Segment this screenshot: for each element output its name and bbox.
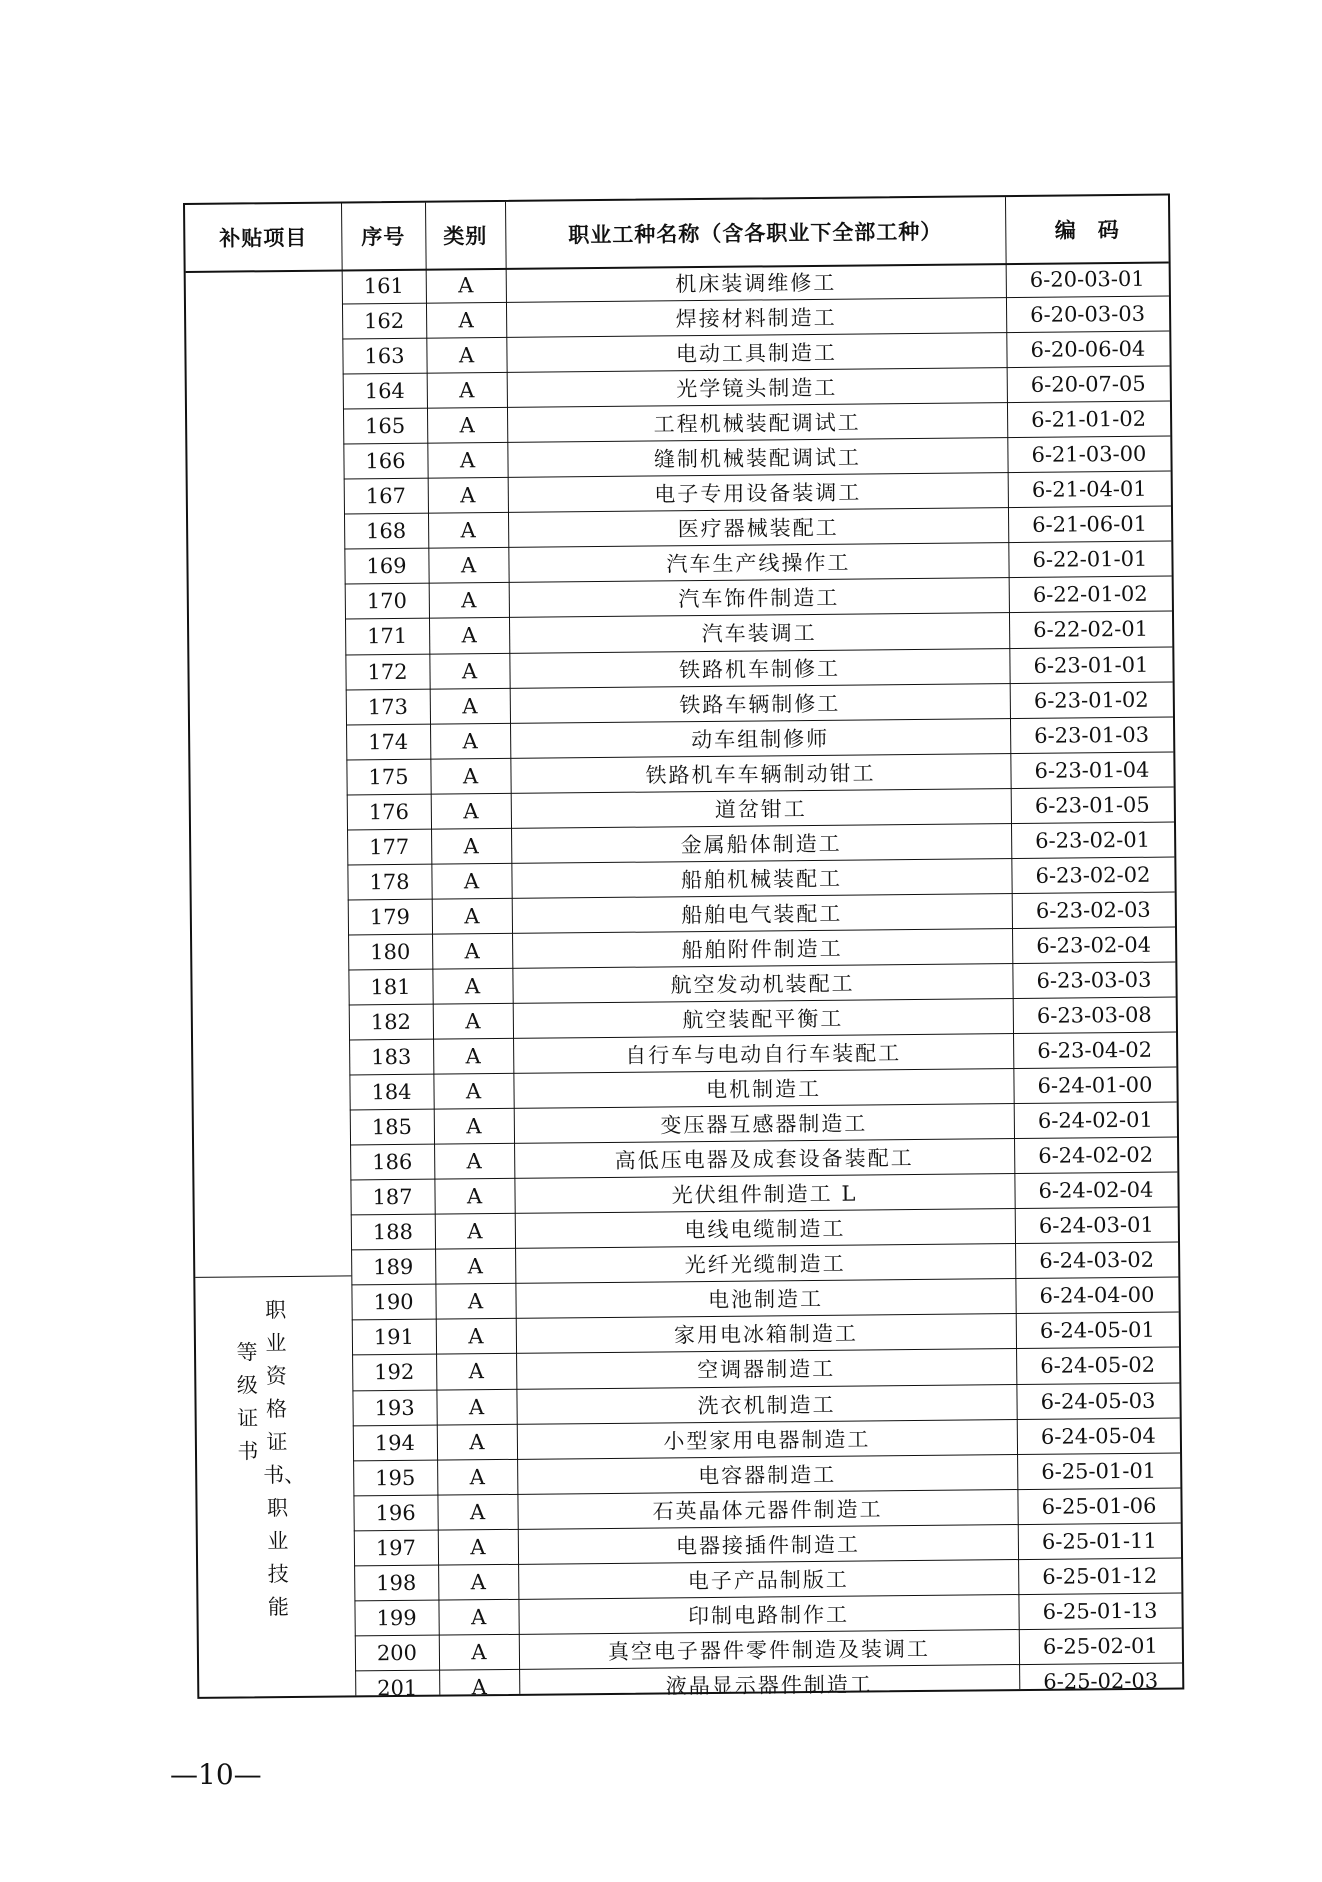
row-seq: 200 (376, 1640, 418, 1666)
row-occupation-name: 铁路机车制修工 (678, 656, 841, 682)
row-seq: 179 (369, 904, 411, 930)
row-category: A (463, 833, 479, 859)
row-seq: 169 (366, 554, 407, 579)
row-occupation-name: 船舶电气装配工 (681, 901, 843, 928)
row-code: 6-25-02-03 (1043, 1669, 1159, 1695)
row-category: A (459, 413, 475, 438)
row-category: A (458, 273, 474, 298)
row-category: A (466, 1149, 482, 1174)
row-code: 6-24-03-02 (1039, 1248, 1155, 1274)
row-code: 6-25-02-01 (1042, 1633, 1158, 1659)
row-category: A (463, 798, 479, 824)
row-category: A (465, 1044, 481, 1069)
row-seq: 174 (368, 729, 409, 754)
row-category: A (471, 1675, 487, 1700)
row-occupation-name: 电机制造工 (705, 1077, 822, 1103)
row-category: A (468, 1359, 484, 1384)
row-code: 6-24-04-00 (1039, 1283, 1155, 1309)
row-category: A (459, 378, 475, 403)
row-seq: 167 (365, 484, 406, 509)
row-category: A (462, 763, 479, 789)
row-occupation-name: 石英晶体元器件制造工 (652, 1497, 883, 1524)
row-category: A (463, 869, 480, 894)
row-occupation-name: 金属船体制造工 (680, 831, 842, 858)
row-code: 6-20-03-03 (1030, 301, 1146, 327)
row-category: A (469, 1499, 486, 1524)
row-seq: 172 (367, 659, 408, 684)
row-seq: 182 (370, 1009, 412, 1035)
row-occupation-name: 洗衣机制造工 (697, 1392, 836, 1418)
row-code: 6-21-04-01 (1031, 477, 1147, 503)
row-seq: 186 (372, 1150, 413, 1175)
row-category: A (464, 939, 480, 964)
row-code: 6-23-02-01 (1035, 827, 1151, 853)
row-category: A (465, 1079, 482, 1104)
row-seq: 171 (367, 624, 408, 649)
row-code: 6-23-01-05 (1034, 792, 1150, 818)
row-code: 6-22-02-01 (1033, 617, 1149, 643)
row-seq: 191 (373, 1325, 415, 1350)
page-number: —10— (170, 1758, 262, 1791)
row-code: 6-24-05-01 (1039, 1318, 1155, 1344)
row-code: 6-24-05-03 (1040, 1388, 1156, 1414)
row-category: A (469, 1464, 485, 1489)
row-seq: 181 (370, 974, 411, 1000)
row-occupation-name: 汽车生产线操作工 (666, 551, 851, 577)
row-code: 6-23-02-03 (1035, 897, 1151, 923)
row-seq: 198 (376, 1570, 417, 1595)
row-code: 6-20-06-04 (1030, 336, 1146, 362)
row-seq: 163 (364, 343, 405, 369)
row-occupation-name: 印制电路制作工 (687, 1602, 850, 1629)
row-code: 6-23-02-04 (1036, 932, 1152, 958)
row-occupation-name: 电子产品制版工 (687, 1567, 849, 1593)
row-code: 6-23-03-08 (1036, 1002, 1152, 1028)
row-category: A (464, 904, 480, 929)
table-body (342, 262, 1183, 1701)
header-seq: 序号 (361, 224, 406, 250)
row-code: 6-25-01-01 (1041, 1458, 1157, 1484)
row-category: A (466, 1114, 482, 1139)
row-occupation-name: 汽车饰件制造工 (678, 586, 840, 612)
row-occupation-name: 电子专用设备装调工 (654, 480, 862, 507)
row-seq: 170 (366, 589, 407, 614)
row-occupation-name: 真空电子器件零件制造及装调工 (607, 1636, 931, 1664)
row-seq: 189 (373, 1255, 414, 1280)
row-category: A (471, 1639, 487, 1665)
row-seq: 180 (370, 939, 411, 965)
row-seq: 178 (369, 869, 410, 895)
row-code: 6-23-01-01 (1033, 652, 1149, 678)
row-category: A (468, 1394, 485, 1419)
row-seq: 165 (364, 414, 406, 439)
row-occupation-name: 汽车装调工 (701, 621, 817, 647)
row-seq: 162 (363, 308, 405, 334)
row-occupation-name: 铁路机车车辆制动钳工 (645, 761, 876, 788)
row-occupation-name: 家用电冰箱制造工 (673, 1321, 859, 1348)
row-seq: 166 (365, 449, 406, 474)
row-category: A (470, 1569, 486, 1595)
table-row (355, 1663, 1182, 1706)
row-occupation-name: 电动工具制造工 (675, 340, 838, 367)
row-code: 6-23-03-03 (1036, 967, 1152, 993)
row-code: 6-25-01-11 (1041, 1528, 1157, 1554)
row-occupation-name: 航空发动机装配工 (670, 971, 855, 998)
row-category: A (460, 483, 476, 508)
row-category: A (468, 1324, 484, 1349)
row-code: 6-21-03-00 (1031, 442, 1147, 468)
row-category: A (467, 1219, 483, 1244)
row-seq: 192 (374, 1360, 415, 1385)
row-code: 6-24-05-04 (1040, 1423, 1156, 1449)
row-occupation-name: 机床装调维修工 (675, 270, 837, 297)
row-seq: 201 (377, 1676, 418, 1701)
row-code: 6-21-06-01 (1032, 512, 1148, 538)
row-category: A (464, 974, 481, 999)
row-seq: 196 (375, 1500, 416, 1525)
occupation-table (183, 194, 1184, 1699)
row-occupation-name: 航空装配平衡工 (682, 1006, 844, 1033)
row-code: 6-25-01-13 (1042, 1598, 1158, 1624)
table-header (185, 196, 1169, 273)
row-occupation-name: 光伏组件制造工 L (671, 1181, 858, 1208)
row-seq: 190 (373, 1290, 414, 1315)
row-code: 6-20-03-01 (1029, 266, 1145, 292)
row-code: 6-24-05-02 (1040, 1353, 1156, 1379)
row-category: A (467, 1289, 484, 1314)
row-seq: 185 (371, 1114, 413, 1140)
row-seq: 183 (371, 1044, 412, 1070)
row-occupation-name: 电器接插件制造工 (675, 1532, 861, 1559)
row-occupation-name: 工程机械装配调试工 (653, 410, 861, 437)
row-code: 6-25-01-12 (1042, 1563, 1158, 1589)
row-category: A (467, 1254, 483, 1279)
row-occupation-name: 铁路车辆制修工 (679, 691, 841, 717)
row-category: A (461, 623, 477, 648)
row-category: A (470, 1534, 486, 1560)
row-code: 6-24-02-02 (1038, 1142, 1154, 1169)
row-code: 6-23-01-04 (1034, 757, 1150, 783)
row-occupation-name: 光纤光缆制造工 (684, 1252, 846, 1278)
header-subsidy: 补贴项目 (219, 225, 308, 251)
row-occupation-name: 空调器制造工 (697, 1357, 836, 1383)
row-seq: 187 (372, 1185, 413, 1210)
row-code: 6-23-02-02 (1035, 862, 1151, 888)
row-seq: 173 (367, 694, 409, 719)
row-seq: 177 (369, 834, 410, 860)
row-category: A (462, 693, 478, 718)
row-category: A (461, 658, 478, 683)
row-code: 6-24-02-01 (1037, 1107, 1153, 1133)
row-code: 6-22-01-01 (1032, 547, 1148, 573)
row-occupation-name: 变压器互感器制造工 (660, 1111, 868, 1138)
row-seq: 164 (364, 379, 405, 404)
row-occupation-name: 船舶机械装配工 (680, 866, 843, 893)
header-code: 编码 (1054, 217, 1141, 243)
row-occupation-name: 高低压电器及成套设备装配工 (614, 1146, 914, 1174)
row-code: 6-24-01-00 (1037, 1072, 1153, 1098)
row-code: 6-24-03-01 (1038, 1213, 1154, 1239)
row-seq: 193 (374, 1395, 415, 1420)
row-seq: 175 (368, 764, 409, 789)
header-name: 职业工种名称（含各职业下全部工种） (568, 219, 943, 248)
row-occupation-name: 医疗器械装配工 (677, 516, 839, 542)
row-category: A (462, 728, 478, 753)
row-code: 6-25-01-06 (1041, 1493, 1157, 1519)
row-seq: 194 (374, 1430, 416, 1455)
row-code: 6-24-02-04 (1038, 1177, 1154, 1204)
row-category: A (458, 308, 474, 333)
row-occupation-name: 动车组制修师 (691, 726, 830, 752)
row-occupation-name: 液晶显示器件制造工 (665, 1672, 873, 1699)
row-seq: 184 (371, 1079, 412, 1105)
row-category: A (466, 1184, 483, 1209)
row-seq: 161 (363, 273, 404, 299)
row-occupation-name: 缝制机械装配调试工 (653, 445, 862, 472)
row-code: 6-21-01-02 (1031, 406, 1147, 433)
row-category: A (460, 518, 476, 543)
row-occupation-name: 电池制造工 (707, 1287, 824, 1313)
row-seq: 168 (366, 519, 407, 544)
row-category: A (460, 553, 477, 578)
row-occupation-name: 电容器制造工 (698, 1462, 837, 1488)
row-seq: 176 (368, 799, 410, 824)
row-occupation-name: 船舶附件制造工 (681, 936, 843, 963)
subsidy-label-column-1: 职业资格证书、职业技能 (263, 1298, 306, 1620)
row-category: A (465, 1009, 481, 1034)
row-code: 6-23-01-03 (1034, 722, 1150, 748)
row-seq: 199 (376, 1605, 417, 1631)
row-occupation-name: 道岔钳工 (714, 796, 807, 822)
header-category: 类别 (443, 224, 488, 249)
subsidy-divider (195, 1275, 351, 1277)
row-occupation-name: 电线电缆制造工 (684, 1216, 846, 1243)
row-seq: 197 (375, 1535, 417, 1560)
row-code: 6-23-04-02 (1037, 1037, 1153, 1063)
row-category: A (458, 343, 475, 368)
row-code: 6-22-01-02 (1032, 582, 1148, 608)
row-occupation-name: 小型家用电器制造工 (663, 1427, 871, 1454)
row-code: 6-20-07-05 (1030, 371, 1146, 398)
row-code: 6-23-01-02 (1033, 687, 1149, 713)
row-seq: 195 (375, 1465, 416, 1490)
row-occupation-name: 光学镜头制造工 (676, 375, 838, 402)
row-occupation-name: 自行车与电动自行车装配工 (625, 1041, 902, 1068)
row-category: A (470, 1604, 487, 1630)
row-category: A (469, 1429, 485, 1454)
row-category: A (459, 448, 476, 473)
subsidy-label-column-2: 等级证书 (236, 1340, 259, 1464)
row-seq: 188 (372, 1220, 414, 1245)
row-occupation-name: 焊接材料制造工 (675, 305, 837, 332)
row-category: A (461, 588, 477, 613)
